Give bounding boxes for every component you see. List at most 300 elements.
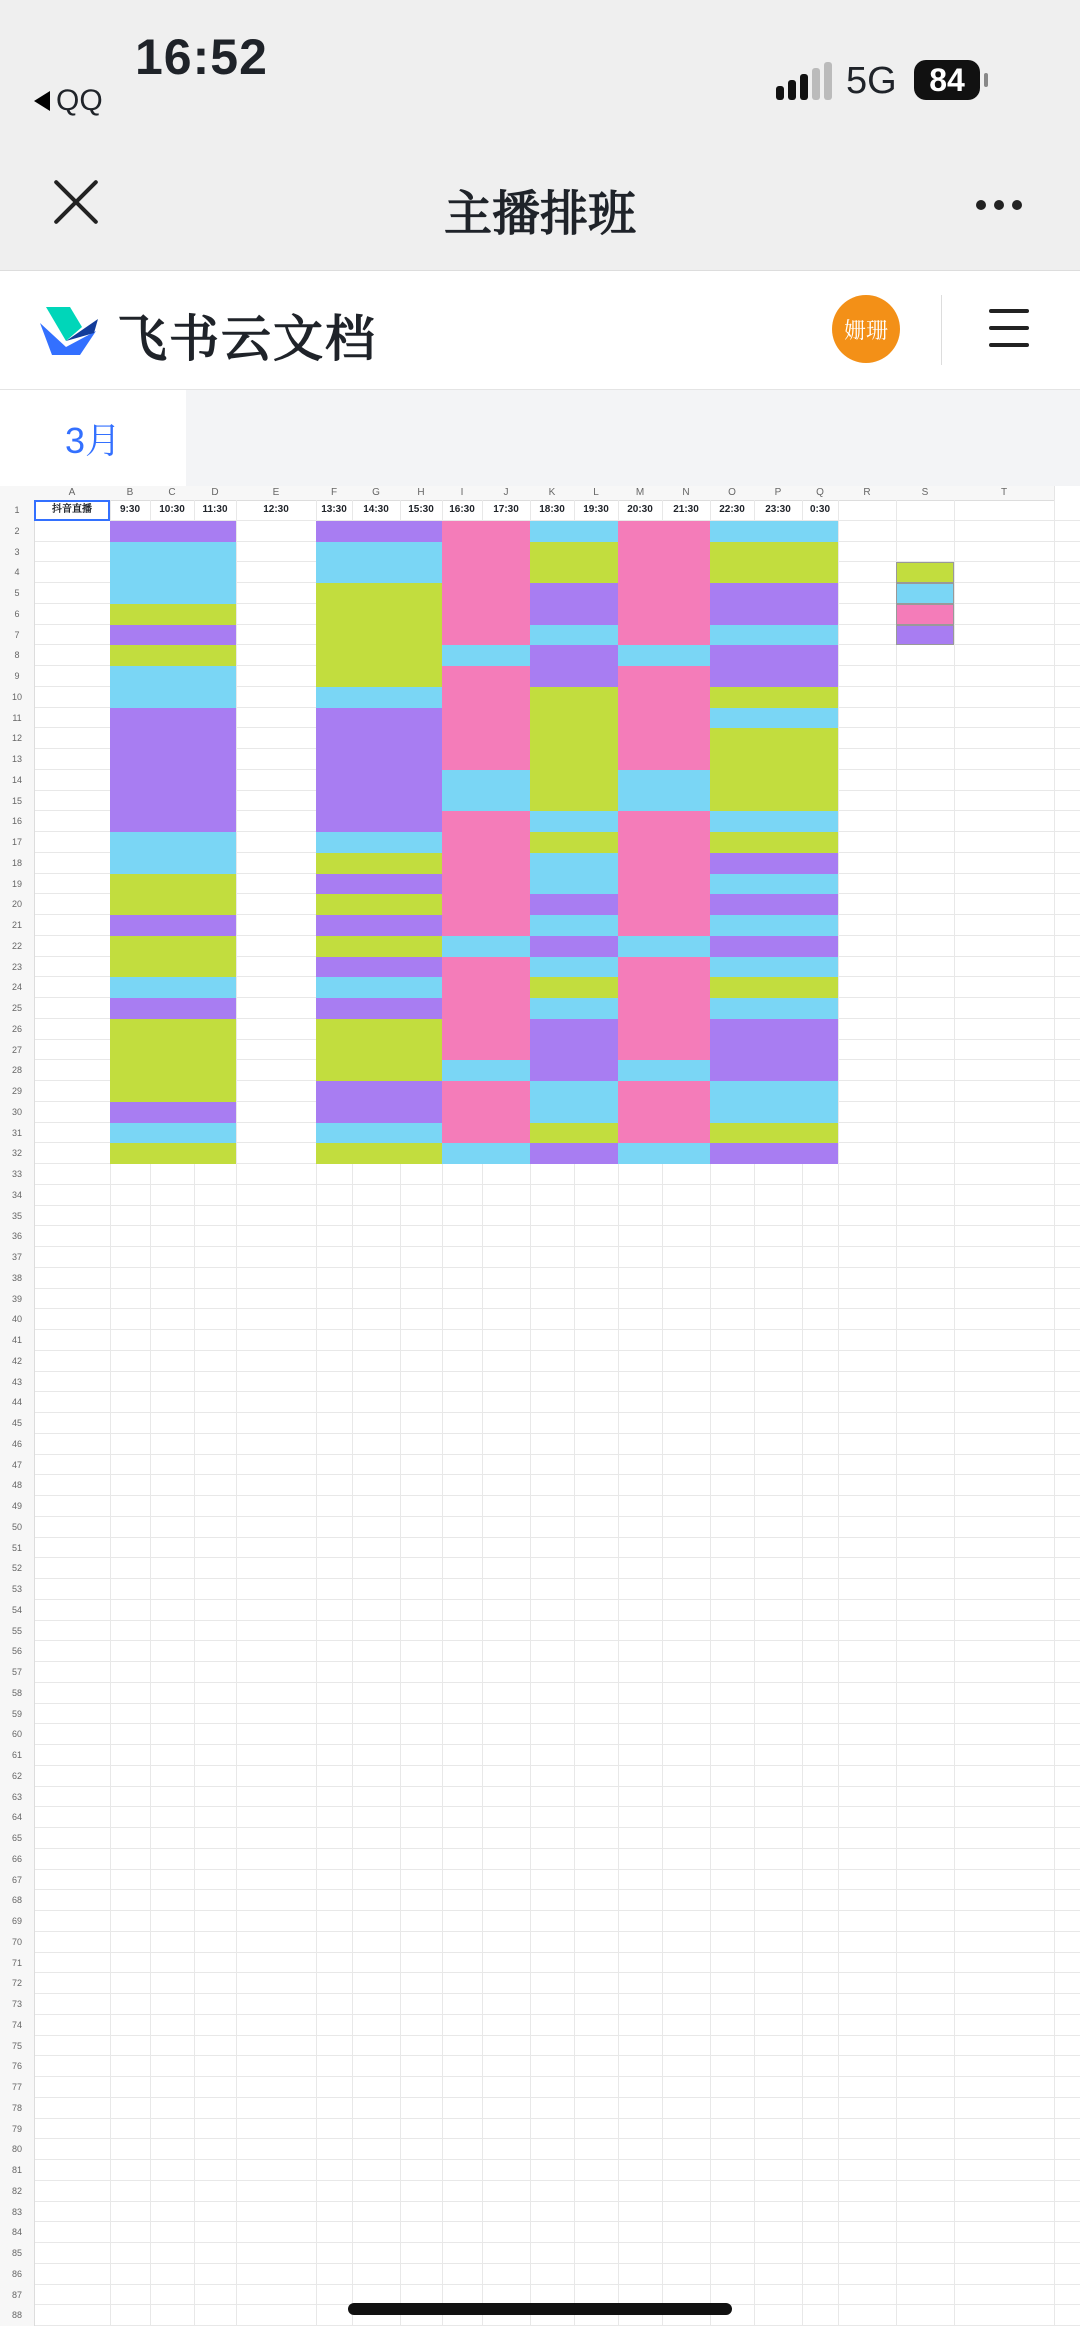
row-number[interactable]: 30	[0, 1102, 35, 1123]
row-number[interactable]: 40	[0, 1309, 35, 1330]
shift-cell[interactable]	[530, 832, 618, 853]
shift-cell[interactable]	[110, 583, 236, 604]
sheet-tab-march[interactable]: 3月	[0, 390, 186, 486]
shift-cell[interactable]	[442, 1081, 530, 1102]
row-number[interactable]: 46	[0, 1434, 35, 1455]
shift-cell[interactable]	[442, 832, 530, 853]
date-cell[interactable]	[34, 583, 110, 604]
row-number[interactable]: 63	[0, 1787, 35, 1808]
date-cell[interactable]	[34, 749, 110, 770]
column-header[interactable]: M	[618, 486, 663, 501]
shift-cell[interactable]	[236, 811, 316, 832]
row-number[interactable]: 74	[0, 2015, 35, 2036]
rest-cell[interactable]	[838, 791, 896, 812]
shift-cell[interactable]	[442, 1143, 530, 1164]
shift-cell[interactable]	[442, 583, 530, 604]
shift-cell[interactable]	[618, 791, 710, 812]
shift-cell[interactable]	[110, 1019, 236, 1040]
shift-cell[interactable]	[710, 1102, 838, 1123]
shift-cell[interactable]	[110, 853, 236, 874]
shift-cell[interactable]	[442, 645, 530, 666]
shift-cell[interactable]	[442, 791, 530, 812]
row-number[interactable]: 13	[0, 749, 35, 770]
shift-cell[interactable]	[618, 625, 710, 646]
row-number[interactable]: 51	[0, 1538, 35, 1559]
shift-cell[interactable]	[110, 832, 236, 853]
column-header[interactable]: P	[754, 486, 803, 501]
shift-cell[interactable]	[316, 1060, 442, 1081]
row-number[interactable]: 71	[0, 1953, 35, 1974]
row-number[interactable]: 41	[0, 1330, 35, 1351]
shift-cell[interactable]	[110, 1102, 236, 1123]
row-number[interactable]: 6	[0, 604, 35, 625]
header-cell[interactable]: 15:30	[408, 504, 434, 515]
header-cell[interactable]: 22:30	[719, 504, 745, 515]
shift-cell[interactable]	[710, 894, 838, 915]
shift-cell[interactable]	[618, 583, 710, 604]
shift-cell[interactable]	[236, 604, 316, 625]
row-number[interactable]: 60	[0, 1724, 35, 1745]
row-number[interactable]: 1	[0, 500, 35, 521]
shift-cell[interactable]	[618, 936, 710, 957]
shift-cell[interactable]	[442, 936, 530, 957]
shift-cell[interactable]	[618, 998, 710, 1019]
date-cell[interactable]	[34, 874, 110, 895]
date-cell[interactable]	[34, 666, 110, 687]
column-header[interactable]: R	[838, 486, 897, 501]
shift-cell[interactable]	[316, 625, 442, 646]
shift-cell[interactable]	[442, 811, 530, 832]
column-header[interactable]: O	[710, 486, 755, 501]
row-number[interactable]: 20	[0, 894, 35, 915]
menu-icon[interactable]	[989, 309, 1029, 360]
shift-cell[interactable]	[110, 625, 236, 646]
shift-cell[interactable]	[530, 749, 618, 770]
shift-cell[interactable]	[110, 791, 236, 812]
date-cell[interactable]	[34, 1143, 110, 1164]
row-number[interactable]: 78	[0, 2098, 35, 2119]
header-cell[interactable]: 23:30	[765, 504, 791, 515]
column-header[interactable]: S	[896, 486, 955, 501]
row-number[interactable]: 3	[0, 542, 35, 563]
row-number[interactable]: 27	[0, 1040, 35, 1061]
shift-cell[interactable]	[442, 687, 530, 708]
rest-cell[interactable]	[838, 957, 896, 978]
legend-cell[interactable]	[896, 562, 954, 583]
header-cell[interactable]: 21:30	[673, 504, 699, 515]
row-number[interactable]: 39	[0, 1289, 35, 1310]
row-number[interactable]: 11	[0, 708, 35, 729]
row-number[interactable]: 69	[0, 1911, 35, 1932]
shift-cell[interactable]	[710, 625, 838, 646]
shift-cell[interactable]	[316, 604, 442, 625]
header-cell[interactable]: 14:30	[363, 504, 389, 515]
shift-cell[interactable]	[618, 853, 710, 874]
shift-cell[interactable]	[710, 977, 838, 998]
column-header[interactable]: Q	[802, 486, 839, 501]
row-number[interactable]: 16	[0, 811, 35, 832]
header-cell[interactable]: 9:30	[119, 504, 140, 515]
row-number[interactable]: 87	[0, 2285, 35, 2306]
column-header[interactable]: D	[194, 486, 237, 501]
row-number[interactable]: 4	[0, 562, 35, 583]
shift-cell[interactable]	[110, 728, 236, 749]
row-number[interactable]: 58	[0, 1683, 35, 1704]
header-cell[interactable]: 11:30	[202, 504, 228, 515]
shift-cell[interactable]	[618, 977, 710, 998]
shift-cell[interactable]	[110, 936, 236, 957]
shift-cell[interactable]	[442, 874, 530, 895]
shift-cell[interactable]	[110, 645, 236, 666]
column-header[interactable]: C	[150, 486, 195, 501]
shift-cell[interactable]	[710, 749, 838, 770]
shift-cell[interactable]	[530, 625, 618, 646]
shift-cell[interactable]	[618, 1123, 710, 1144]
shift-cell[interactable]	[530, 562, 618, 583]
date-cell[interactable]	[34, 687, 110, 708]
shift-cell[interactable]	[530, 542, 618, 563]
shift-cell[interactable]	[530, 728, 618, 749]
shift-cell[interactable]	[442, 1102, 530, 1123]
shift-cell[interactable]	[236, 1143, 316, 1164]
shift-cell[interactable]	[442, 604, 530, 625]
shift-cell[interactable]	[710, 687, 838, 708]
row-number[interactable]: 14	[0, 770, 35, 791]
shift-cell[interactable]	[442, 708, 530, 729]
column-header[interactable]: G	[352, 486, 401, 501]
spreadsheet-grid[interactable]	[0, 486, 1080, 2341]
shift-cell[interactable]	[236, 853, 316, 874]
rest-cell[interactable]	[838, 936, 896, 957]
shift-cell[interactable]	[316, 957, 442, 978]
shift-cell[interactable]	[442, 728, 530, 749]
shift-cell[interactable]	[236, 708, 316, 729]
shift-cell[interactable]	[110, 708, 236, 729]
shift-cell[interactable]	[236, 521, 316, 542]
shift-cell[interactable]	[316, 562, 442, 583]
shift-cell[interactable]	[110, 749, 236, 770]
column-header[interactable]: H	[400, 486, 443, 501]
rest-cell[interactable]	[838, 874, 896, 895]
date-cell[interactable]	[34, 915, 110, 936]
date-cell[interactable]	[34, 770, 110, 791]
shift-cell[interactable]	[530, 1019, 618, 1040]
rest-cell[interactable]	[838, 770, 896, 791]
row-number[interactable]: 65	[0, 1828, 35, 1849]
shift-cell[interactable]	[618, 708, 710, 729]
shift-cell[interactable]	[236, 1040, 316, 1061]
shift-cell[interactable]	[110, 1123, 236, 1144]
shift-cell[interactable]	[618, 1040, 710, 1061]
shift-cell[interactable]	[530, 645, 618, 666]
date-cell[interactable]	[34, 1040, 110, 1061]
row-number[interactable]: 55	[0, 1621, 35, 1642]
shift-cell[interactable]	[618, 749, 710, 770]
rest-cell[interactable]	[838, 1123, 896, 1144]
shift-cell[interactable]	[530, 666, 618, 687]
shift-cell[interactable]	[442, 977, 530, 998]
shift-cell[interactable]	[710, 1143, 838, 1164]
date-cell[interactable]	[34, 1060, 110, 1081]
row-number[interactable]: 68	[0, 1890, 35, 1911]
shift-cell[interactable]	[316, 853, 442, 874]
shift-cell[interactable]	[316, 708, 442, 729]
row-number[interactable]: 36	[0, 1226, 35, 1247]
shift-cell[interactable]	[110, 604, 236, 625]
row-number[interactable]: 83	[0, 2202, 35, 2223]
row-number[interactable]: 42	[0, 1351, 35, 1372]
column-header[interactable]: T	[954, 486, 1055, 501]
column-header[interactable]: L	[574, 486, 619, 501]
header-cell[interactable]: 12:30	[263, 504, 289, 515]
header-cell[interactable]: 18:30	[539, 504, 565, 515]
row-number[interactable]: 21	[0, 915, 35, 936]
shift-cell[interactable]	[442, 1123, 530, 1144]
shift-cell[interactable]	[530, 811, 618, 832]
rest-cell[interactable]	[838, 687, 896, 708]
rest-cell[interactable]	[838, 998, 896, 1019]
shift-cell[interactable]	[316, 874, 442, 895]
date-cell[interactable]	[34, 998, 110, 1019]
shift-cell[interactable]	[618, 915, 710, 936]
row-number[interactable]: 23	[0, 957, 35, 978]
shift-cell[interactable]	[710, 1019, 838, 1040]
shift-cell[interactable]	[530, 1060, 618, 1081]
shift-cell[interactable]	[110, 915, 236, 936]
shift-cell[interactable]	[236, 1102, 316, 1123]
shift-cell[interactable]	[316, 728, 442, 749]
rest-cell[interactable]	[838, 645, 896, 666]
shift-cell[interactable]	[618, 811, 710, 832]
shift-cell[interactable]	[618, 1019, 710, 1040]
shift-cell[interactable]	[316, 770, 442, 791]
shift-cell[interactable]	[618, 687, 710, 708]
rest-cell[interactable]	[838, 604, 896, 625]
row-number[interactable]: 54	[0, 1600, 35, 1621]
shift-cell[interactable]	[316, 583, 442, 604]
shift-cell[interactable]	[618, 542, 710, 563]
rest-cell[interactable]	[838, 915, 896, 936]
shift-cell[interactable]	[710, 708, 838, 729]
header-cell[interactable]: 0:30	[809, 504, 830, 515]
date-cell[interactable]	[34, 936, 110, 957]
shift-cell[interactable]	[316, 1040, 442, 1061]
shift-cell[interactable]	[618, 1143, 710, 1164]
shift-cell[interactable]	[442, 1019, 530, 1040]
shift-cell[interactable]	[236, 874, 316, 895]
shift-cell[interactable]	[110, 521, 236, 542]
date-cell[interactable]	[34, 832, 110, 853]
shift-cell[interactable]	[710, 1060, 838, 1081]
shift-cell[interactable]	[530, 521, 618, 542]
shift-cell[interactable]	[442, 542, 530, 563]
date-cell[interactable]	[34, 604, 110, 625]
row-number[interactable]: 2	[0, 521, 35, 542]
shift-cell[interactable]	[442, 915, 530, 936]
shift-cell[interactable]	[316, 791, 442, 812]
row-number[interactable]: 33	[0, 1164, 35, 1185]
rest-cell[interactable]	[838, 708, 896, 729]
row-number[interactable]: 64	[0, 1807, 35, 1828]
row-number[interactable]: 80	[0, 2139, 35, 2160]
shift-cell[interactable]	[710, 998, 838, 1019]
row-number[interactable]: 37	[0, 1247, 35, 1268]
shift-cell[interactable]	[710, 604, 838, 625]
shift-cell[interactable]	[236, 791, 316, 812]
row-number[interactable]: 70	[0, 1932, 35, 1953]
shift-cell[interactable]	[236, 998, 316, 1019]
column-header[interactable]: J	[482, 486, 531, 501]
rest-cell[interactable]	[838, 562, 896, 583]
row-number[interactable]: 84	[0, 2222, 35, 2243]
row-number[interactable]: 52	[0, 1558, 35, 1579]
row-number[interactable]: 26	[0, 1019, 35, 1040]
row-number[interactable]: 10	[0, 687, 35, 708]
header-cell[interactable]: 20:30	[627, 504, 653, 515]
shift-cell[interactable]	[710, 542, 838, 563]
rest-cell[interactable]	[838, 853, 896, 874]
date-cell[interactable]	[34, 977, 110, 998]
header-cell[interactable]: 19:30	[583, 504, 609, 515]
date-cell[interactable]	[34, 811, 110, 832]
rest-cell[interactable]	[838, 1081, 896, 1102]
rest-cell[interactable]	[838, 728, 896, 749]
shift-cell[interactable]	[710, 874, 838, 895]
shift-cell[interactable]	[442, 853, 530, 874]
shift-cell[interactable]	[618, 894, 710, 915]
date-cell[interactable]	[34, 1081, 110, 1102]
shift-cell[interactable]	[316, 998, 442, 1019]
row-number[interactable]: 28	[0, 1060, 35, 1081]
shift-cell[interactable]	[618, 666, 710, 687]
shift-cell[interactable]	[110, 770, 236, 791]
row-number[interactable]: 44	[0, 1392, 35, 1413]
row-number[interactable]: 48	[0, 1475, 35, 1496]
shift-cell[interactable]	[710, 915, 838, 936]
shift-cell[interactable]	[236, 957, 316, 978]
shift-cell[interactable]	[530, 604, 618, 625]
shift-cell[interactable]	[110, 1060, 236, 1081]
rest-cell[interactable]	[838, 832, 896, 853]
shift-cell[interactable]	[442, 770, 530, 791]
row-number[interactable]: 19	[0, 874, 35, 895]
shift-cell[interactable]	[442, 957, 530, 978]
shift-cell[interactable]	[110, 977, 236, 998]
shift-cell[interactable]	[530, 1040, 618, 1061]
column-header[interactable]: I	[442, 486, 483, 501]
shift-cell[interactable]	[710, 936, 838, 957]
shift-cell[interactable]	[710, 645, 838, 666]
row-number[interactable]: 88	[0, 2305, 35, 2326]
shift-cell[interactable]	[710, 1123, 838, 1144]
shift-cell[interactable]	[110, 542, 236, 563]
header-cell[interactable]: 17:30	[493, 504, 519, 515]
row-number[interactable]: 31	[0, 1123, 35, 1144]
rest-cell[interactable]	[838, 1060, 896, 1081]
shift-cell[interactable]	[110, 998, 236, 1019]
back-to-app[interactable]	[34, 84, 103, 118]
header-cell[interactable]: 16:30	[449, 504, 475, 515]
shift-cell[interactable]	[618, 874, 710, 895]
row-number[interactable]: 77	[0, 2077, 35, 2098]
rest-cell[interactable]	[838, 521, 896, 542]
shift-cell[interactable]	[710, 832, 838, 853]
shift-cell[interactable]	[236, 1081, 316, 1102]
rest-cell[interactable]	[838, 977, 896, 998]
shift-info-label[interactable]	[896, 687, 954, 708]
shift-cell[interactable]	[110, 687, 236, 708]
legend-cell[interactable]	[896, 625, 954, 646]
date-cell[interactable]	[34, 853, 110, 874]
shift-cell[interactable]	[110, 894, 236, 915]
shift-cell[interactable]	[710, 1081, 838, 1102]
shift-cell[interactable]	[236, 687, 316, 708]
shift-cell[interactable]	[618, 562, 710, 583]
row-number[interactable]: 22	[0, 936, 35, 957]
shift-cell[interactable]	[316, 749, 442, 770]
row-number[interactable]: 49	[0, 1496, 35, 1517]
shift-cell[interactable]	[618, 1081, 710, 1102]
rest-cell[interactable]	[838, 583, 896, 604]
shift-cell[interactable]	[618, 1060, 710, 1081]
shift-cell[interactable]	[236, 770, 316, 791]
rest-cell[interactable]	[838, 1019, 896, 1040]
row-number[interactable]: 66	[0, 1849, 35, 1870]
shift-cell[interactable]	[236, 977, 316, 998]
row-number[interactable]: 73	[0, 1994, 35, 2015]
shift-cell[interactable]	[710, 728, 838, 749]
shift-cell[interactable]	[316, 832, 442, 853]
row-number[interactable]: 8	[0, 645, 35, 666]
shift-cell[interactable]	[530, 977, 618, 998]
date-cell[interactable]	[34, 957, 110, 978]
row-number[interactable]: 59	[0, 1704, 35, 1725]
date-cell[interactable]	[34, 1102, 110, 1123]
rest-cell[interactable]	[838, 1040, 896, 1061]
shift-cell[interactable]	[442, 894, 530, 915]
row-number[interactable]: 86	[0, 2264, 35, 2285]
date-cell[interactable]	[34, 791, 110, 812]
shift-cell[interactable]	[618, 832, 710, 853]
column-header[interactable]: B	[110, 486, 151, 501]
shift-cell[interactable]	[316, 811, 442, 832]
shift-cell[interactable]	[618, 521, 710, 542]
row-number[interactable]: 32	[0, 1143, 35, 1164]
row-number[interactable]: 5	[0, 583, 35, 604]
shift-info-value[interactable]	[954, 666, 1080, 687]
row-number[interactable]: 34	[0, 1185, 35, 1206]
row-number[interactable]: 75	[0, 2036, 35, 2057]
shift-cell[interactable]	[316, 1019, 442, 1040]
shift-cell[interactable]	[316, 1123, 442, 1144]
shift-cell[interactable]	[530, 1123, 618, 1144]
shift-cell[interactable]	[618, 604, 710, 625]
column-header[interactable]: E	[236, 486, 317, 501]
row-number[interactable]: 57	[0, 1662, 35, 1683]
column-header[interactable]: K	[530, 486, 575, 501]
date-cell[interactable]	[34, 728, 110, 749]
shift-cell[interactable]	[710, 1040, 838, 1061]
row-number[interactable]: 24	[0, 977, 35, 998]
row-number[interactable]: 82	[0, 2181, 35, 2202]
shift-cell[interactable]	[236, 1019, 316, 1040]
row-number[interactable]: 76	[0, 2056, 35, 2077]
shift-cell[interactable]	[236, 666, 316, 687]
date-cell[interactable]	[34, 894, 110, 915]
shift-cell[interactable]	[316, 977, 442, 998]
shift-cell[interactable]	[530, 894, 618, 915]
shift-cell[interactable]	[236, 583, 316, 604]
